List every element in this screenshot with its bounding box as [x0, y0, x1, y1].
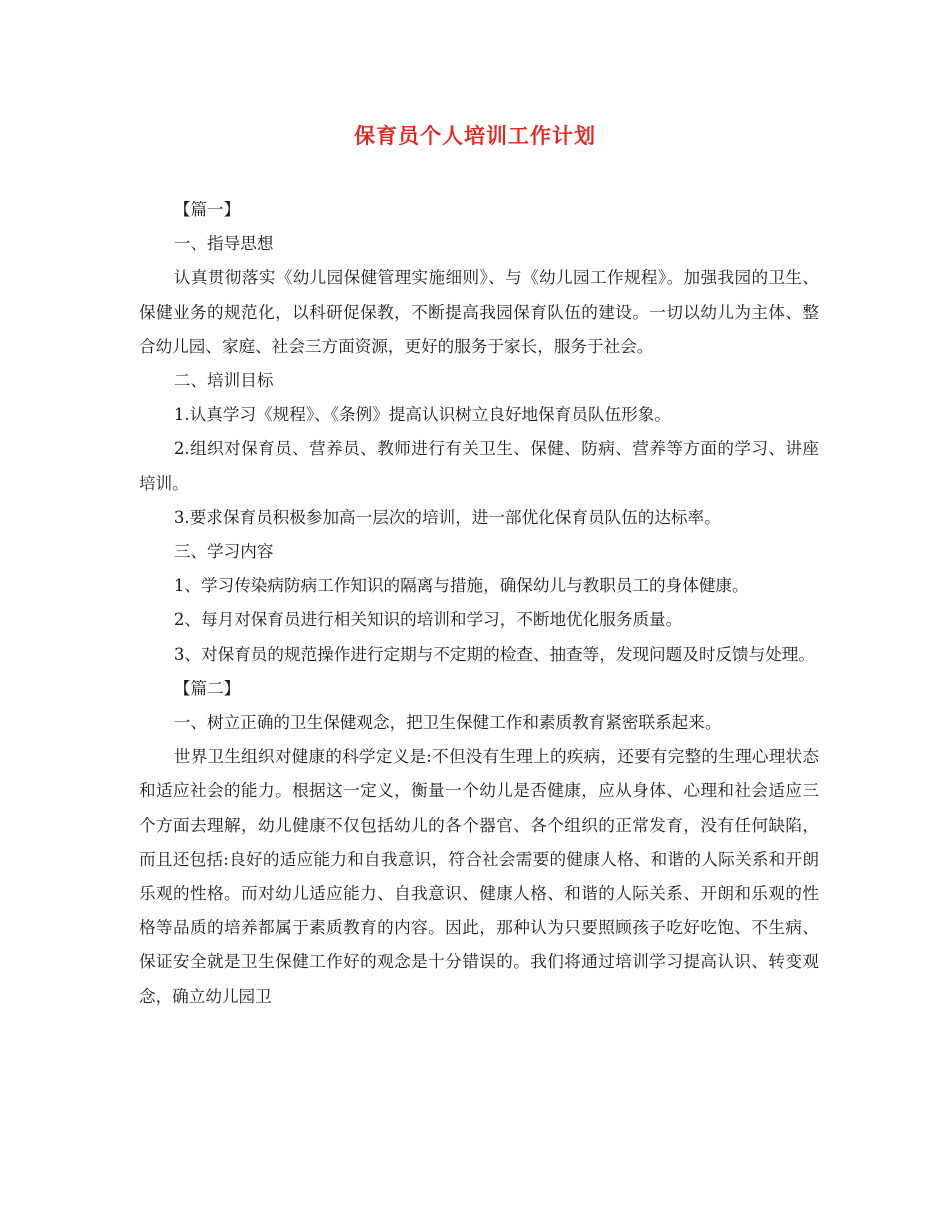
heading-training-goals: 二、培训目标: [173, 371, 274, 391]
paragraph-goal-3: 3.要求保育员积极参加高一层次的培训，进一部优化保育员队伍的达标率。: [173, 507, 721, 527]
paragraph-content-2: 2、每月对保育员进行相关知识的培训和学习，不断地优化服务质量。: [173, 610, 683, 630]
heading-guiding-ideology: 一、指导思想: [173, 234, 274, 254]
section-heading-part-one: 【篇一】: [173, 200, 241, 219]
section-heading-part-two: 【篇二】: [173, 678, 241, 698]
paragraph-content-1: 1、学习传染病防病工作知识的隔离与措施，确保幼儿与教职员工的身体健康。: [173, 576, 749, 596]
paragraph-goal-2: 2.组织对保育员、营养员、教师进行有关卫生、保健、防病、营养等方面的学习、讲座培训。: [139, 439, 819, 493]
heading-learning-content: 三、学习内容: [173, 542, 274, 562]
document-body: [139, 193, 819, 1014]
paragraph-health-definition: 世界卫生组织对健康的科学定义是:不但没有生理上的疾病，还要有完整的生理心理状态和适应社会的能力。根据这一定义，衡量一个幼儿是否健康，应从身体、心理和社会适应三个方面去理解，幼儿健康不仅包括幼儿的各个器官、各个组织的正常发育，没有任何缺陷，而且还包括:良好的适应能力和自我意识，符合社会需要的健康人格、和谐的人际关系和开朗乐观的性格。而对幼儿适应能力、自我意识、健康人格、和谐的人际关系、开朗和乐观的性格等品质的培养都属于素质教育的内容。因此，那种认为只要照顾孩子吃好吃饱、不生病、保证安全就是卫生保健工作好的观念是十分错误的。我们将通过培训学习提高认识、转变观念，确立幼儿园卫: [139, 747, 819, 1006]
heading-health-concept: 一、树立正确的卫生保健观念，把卫生保健工作和素质教育紧密联系起来。: [173, 713, 722, 733]
paragraph-goal-1: 1.认真学习《规程》、《条例》提高认识树立良好地保育员队伍形象。: [173, 405, 671, 425]
paragraph-guiding-ideology: 认真贯彻落实《幼儿园保健管理实施细则》、与《幼儿园工作规程》。加强我园的卫生、保健业务的规范化，以科研促保教，不断提高我园保育队伍的建设。一切以幼儿为主体、整合幼儿园、家庭、社会三方面资源，更好的服务于家长，服务于社会。: [139, 268, 819, 356]
paragraph-content-3: 3、对保育员的规范操作进行定期与不定期的检查、抽查等，发现问题及时反馈与处理。: [173, 644, 815, 664]
document-title: 保育员个人培训工作计划: [354, 123, 596, 148]
